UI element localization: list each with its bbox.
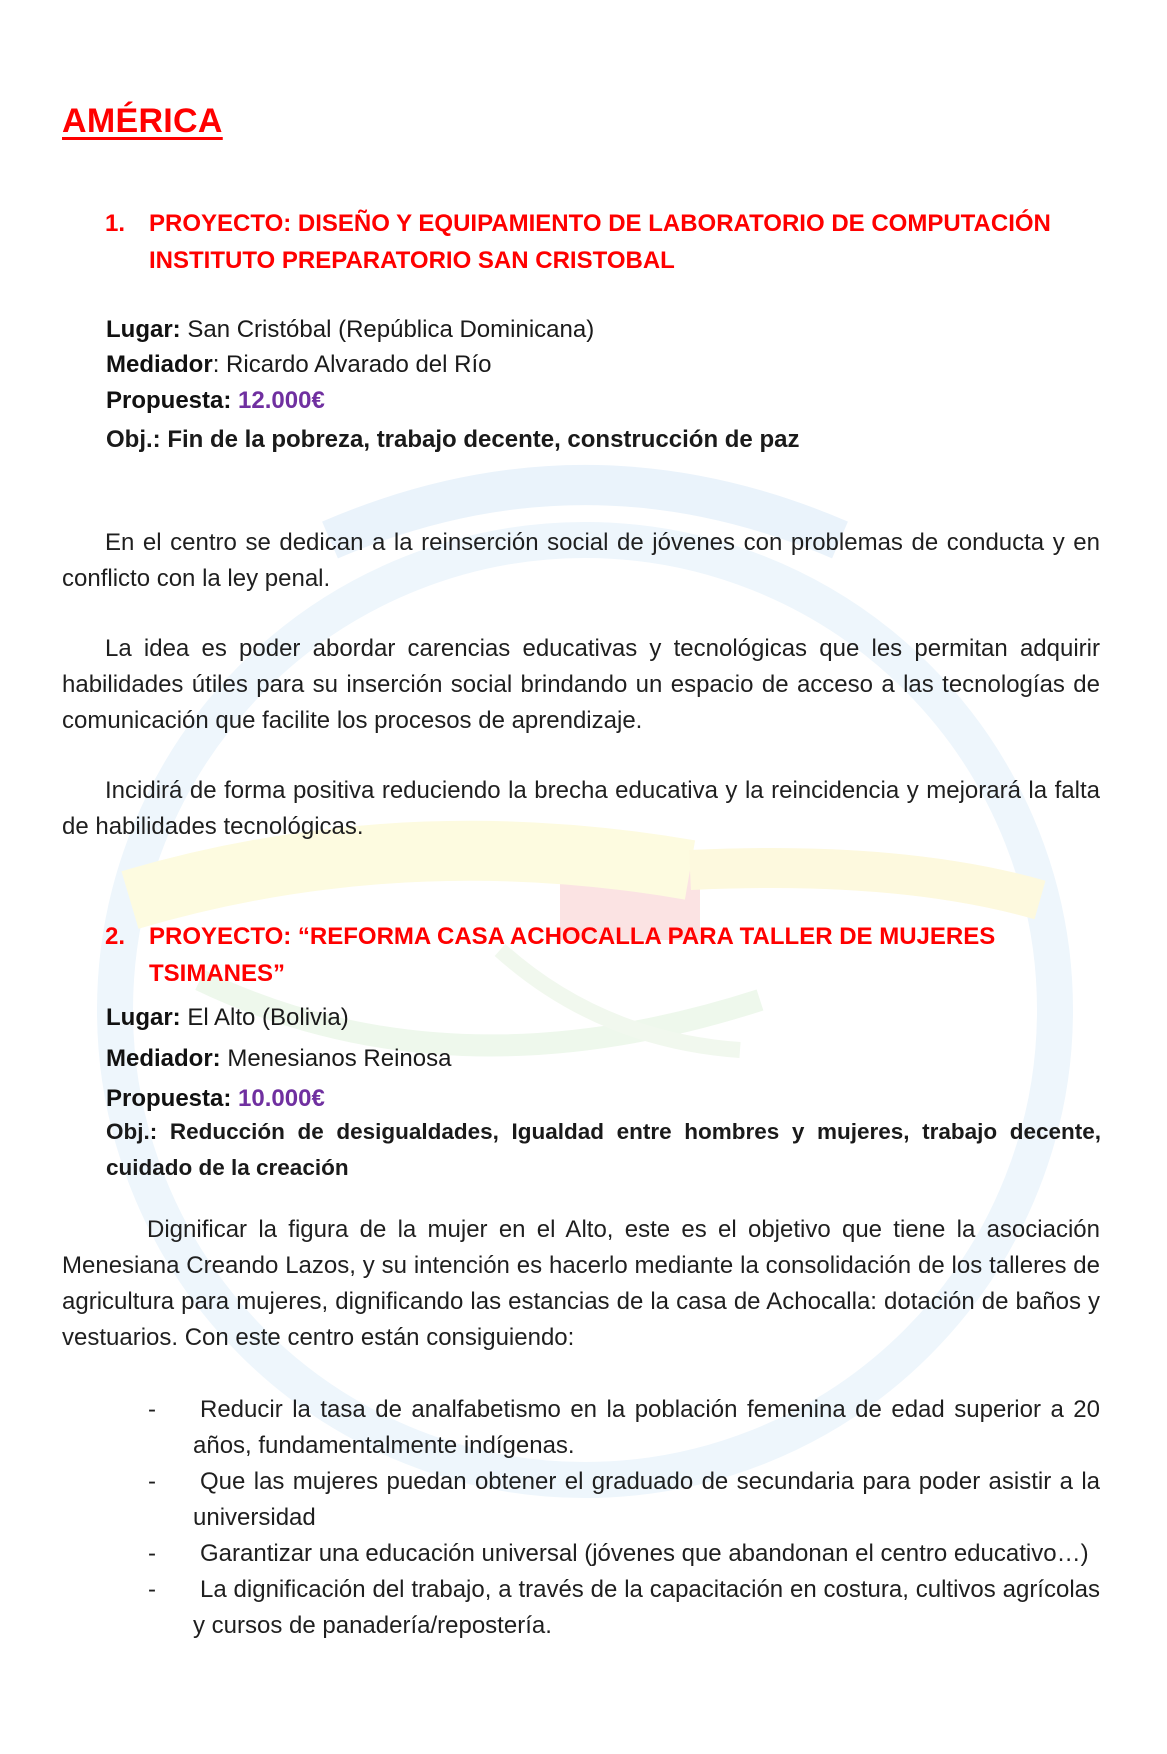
- obj-label: Obj.:: [106, 1119, 158, 1144]
- dash-bullet: -: [148, 1540, 156, 1567]
- lugar-value: San Cristóbal (República Dominicana): [180, 316, 595, 343]
- project-2-title: [105, 918, 1100, 992]
- project-2-propuesta: [106, 1084, 325, 1114]
- propuesta-label: Propuesta:: [106, 1085, 232, 1112]
- mediador-value: Menesianos Reinosa: [220, 1045, 452, 1072]
- project-1-title-line1: PROYECTO: DISEÑO Y EQUIPAMIENTO DE LABORATORIO DE COMPUTACIÓN: [149, 210, 1051, 237]
- lugar-value: El Alto (Bolivia): [180, 1004, 349, 1031]
- mediador-label: Mediador: [106, 351, 213, 378]
- project-2-number: 2.: [105, 923, 126, 950]
- region-heading: AMÉRICA: [62, 102, 223, 140]
- list-item: - Garantizar una educación universal (jóvenes que abandonan el centro educativo…): [148, 1536, 1100, 1572]
- propuesta-amount: 12.000€: [238, 387, 325, 414]
- project-1-title: [105, 205, 1100, 279]
- dash-bullet: -: [148, 1468, 156, 1495]
- project-2-paragraph: Dignificar la figura de la mujer en el Alto, este es el objetivo que tiene la asociación Menesiana Creando Lazos, y su intención es hacerlo mediante la consolidación de los talleres de agricultura para mujeres, dignificando las estancias de la casa de Achocalla: dotación de baños y vestuarios. Con este centro están consiguiendo:: [62, 1216, 1100, 1351]
- project-2-achievements-list: [148, 1392, 1100, 1644]
- propuesta-amount: 10.000€: [238, 1085, 325, 1112]
- list-item: - Que las mujeres puedan obtener el graduado de secundaria para poder asistir a la universidad: [148, 1464, 1100, 1536]
- project-1-mediador: [106, 350, 492, 380]
- project-1-paragraph-1: En el centro se dedican a la reinserción social de jóvenes con problemas de conducta y en conflicto con la ley penal.: [62, 529, 1100, 592]
- project-1-propuesta: [106, 386, 325, 416]
- propuesta-label: Propuesta:: [106, 387, 232, 414]
- project-2-mediador: [106, 1044, 451, 1074]
- project-2-lugar: [106, 1003, 349, 1033]
- lugar-label: Lugar:: [106, 1004, 181, 1031]
- project-1-paragraph-2: La idea es poder abordar carencias educativas y tecnológicas que les permitan adquirir habilidades útiles para su inserción social brindando un espacio de acceso a las tecnologías de comunicación que facilite los procesos de aprendizaje.: [62, 635, 1100, 734]
- lugar-label: Lugar:: [106, 316, 181, 343]
- dash-bullet: -: [148, 1576, 156, 1603]
- list-item: - La dignificación del trabajo, a través de la capacitación en costura, cultivos agrícolas y cursos de panadería/repostería.: [148, 1572, 1100, 1644]
- mediador-label: Mediador:: [106, 1045, 221, 1072]
- project-1-title-line2: INSTITUTO PREPARATORIO SAN CRISTOBAL: [149, 247, 675, 274]
- project-2-title-line2: TSIMANES”: [149, 960, 286, 987]
- project-1-paragraph-3: Incidirá de forma positiva reduciendo la brecha educativa y la reincidencia y mejorará la falta de habilidades tecnológicas.: [62, 777, 1100, 840]
- dash-bullet: -: [148, 1396, 156, 1423]
- project-1-lugar: [106, 315, 594, 345]
- mediador-value: : Ricardo Alvarado del Río: [212, 351, 492, 378]
- list-item: - Reducir la tasa de analfabetismo en la población femenina de edad superior a 20 años, fundamentalmente indígenas.: [148, 1392, 1100, 1464]
- project-2-objetivos: [106, 1114, 1101, 1186]
- project-1-number: 1.: [105, 210, 126, 237]
- obj-value: Reducción de desigualdades, Igualdad entre hombres y mujeres, trabajo decente, cuidado de la creación: [106, 1119, 1101, 1180]
- project-1-objetivos: Obj.: Fin de la pobreza, trabajo decente, construcción de paz: [106, 426, 800, 453]
- project-2-title-line1: PROYECTO: “REFORMA CASA ACHOCALLA PARA TALLER DE MUJERES: [149, 923, 996, 950]
